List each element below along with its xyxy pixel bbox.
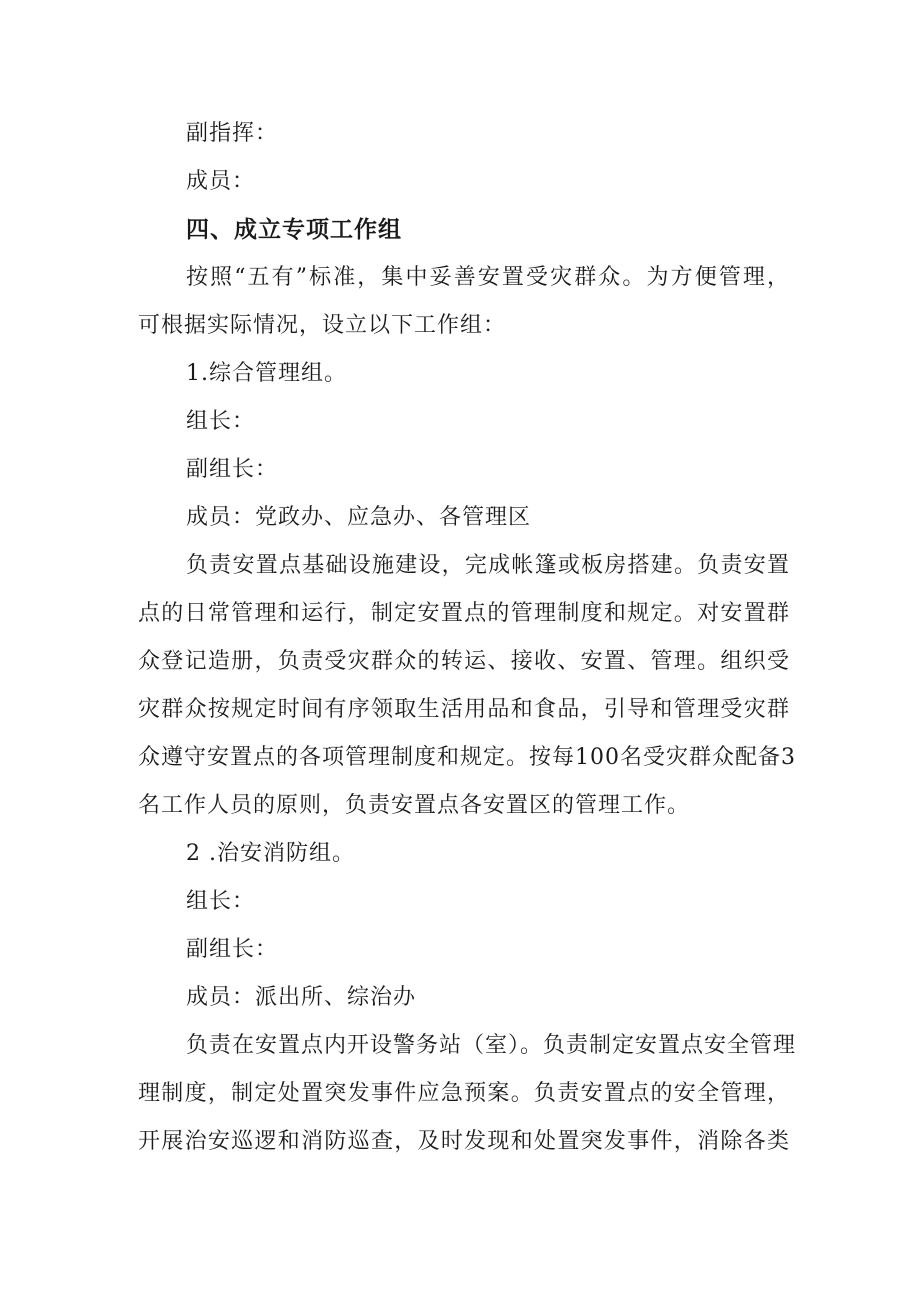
- paragraph-line: 众遵守安置点的各项管理制度和规定。按每100名受灾群众配备3: [138, 745, 796, 770]
- deputy-leader-label: 副组长：: [186, 457, 279, 482]
- paragraph-line: 点的日常管理和运行，制定安置点的管理制度和规定。对安置群: [138, 601, 790, 626]
- deputy-commander-label: 副指挥：: [186, 121, 279, 146]
- group-members: 成员：派出所、综治办: [186, 985, 417, 1010]
- group-title: 2 .治安消防组。: [186, 841, 355, 866]
- group-title: 1.综合管理组。: [186, 361, 347, 386]
- paragraph-line: 可根据实际情况，设立以下工作组：: [138, 313, 507, 338]
- paragraph-line: 按照“五有”标准，集中妥善安置受灾群众。为方便管理，: [186, 265, 790, 290]
- paragraph-line: 名工作人员的原则，负责安置点各安置区的管理工作。: [138, 793, 691, 818]
- group-members: 成员：党政办、应急办、各管理区: [186, 505, 532, 530]
- paragraph-line: 负责在安置点内开设警务站（室）。负责制定安置点安全管理: [186, 1033, 797, 1058]
- group-leader-label: 组长：: [186, 409, 256, 434]
- members-label: 成员：: [186, 169, 256, 194]
- section-heading: 四、成立专项工作组: [186, 217, 402, 243]
- paragraph-line: 理制度，制定处置突发事件应急预案。负责安置点的安全管理，: [138, 1081, 790, 1106]
- group-leader-label: 组长：: [186, 889, 256, 914]
- paragraph-line: 灾群众按规定时间有序领取生活用品和食品，引导和管理受灾群: [138, 697, 790, 722]
- paragraph-line: 开展治安巡逻和消防巡查，及时发现和处置突发事件，消除各类: [138, 1129, 790, 1154]
- deputy-leader-label: 副组长：: [186, 937, 279, 962]
- paragraph-line: 负责安置点基础设施建设，完成帐篷或板房搭建。负责安置: [186, 553, 790, 578]
- paragraph-line: 众登记造册，负责受灾群众的转运、接收、安置、管理。组织受: [138, 649, 790, 674]
